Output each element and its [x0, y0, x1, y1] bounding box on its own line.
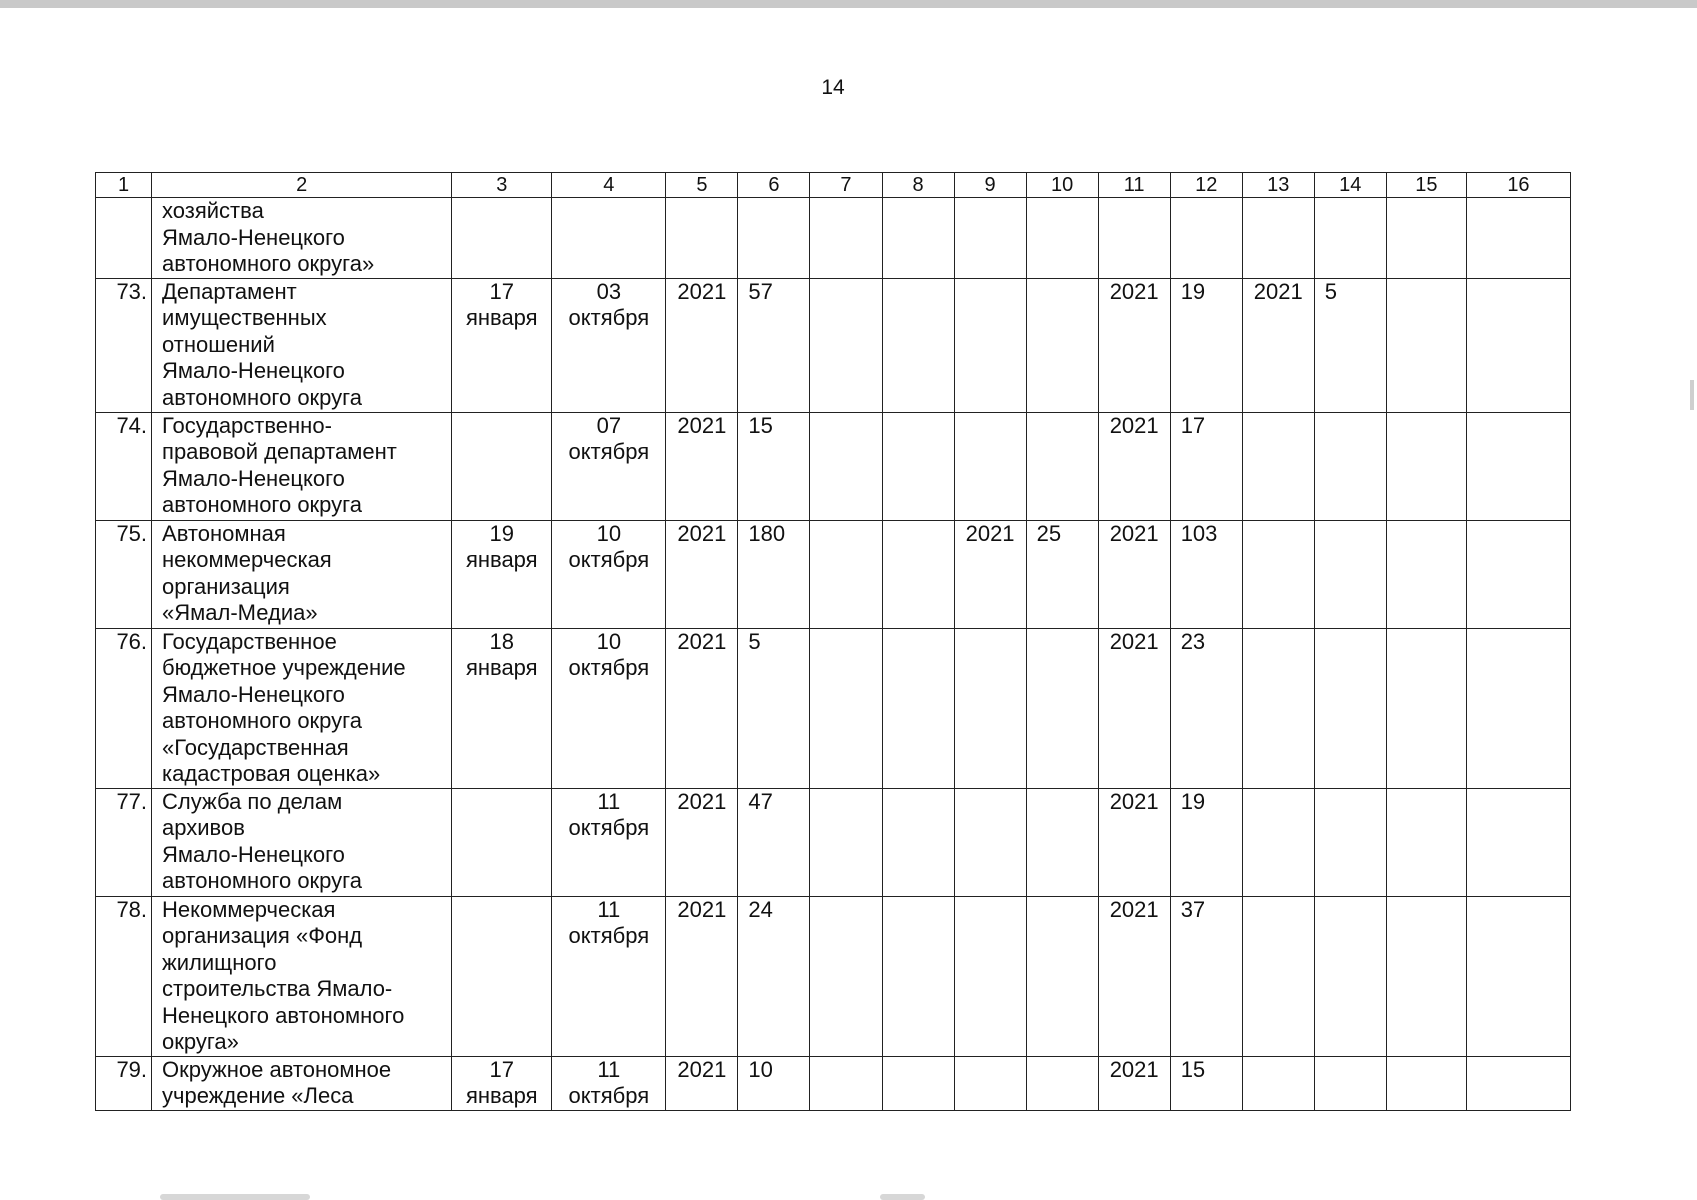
value-cell	[1026, 1056, 1098, 1110]
column-header: 10	[1026, 173, 1098, 198]
cell-line: октября	[568, 547, 650, 572]
value-cell	[882, 198, 954, 279]
value-cell	[1466, 198, 1570, 279]
value-cell	[1026, 198, 1098, 279]
cell-line: 11	[597, 1056, 621, 1082]
value-cell	[1386, 520, 1466, 628]
cell-line: хозяйства	[162, 198, 264, 223]
value-cell: 17	[1170, 412, 1242, 520]
value-cell	[1242, 1056, 1314, 1110]
column-header: 2	[152, 173, 452, 198]
value-cell	[666, 198, 738, 279]
column-header: 1	[96, 173, 152, 198]
cell-line: Некоммерческая	[162, 896, 336, 922]
column-header: 5	[666, 173, 738, 198]
organization-name-cell	[152, 520, 452, 628]
column-header: 11	[1098, 173, 1170, 198]
table-row	[96, 896, 1571, 1056]
value-cell: 57	[738, 278, 810, 412]
date-cell	[452, 1056, 552, 1110]
value-cell	[1466, 412, 1570, 520]
date-cell	[452, 628, 552, 788]
scan-edge-shadow	[160, 1194, 310, 1200]
cell-line: января	[465, 547, 538, 572]
column-header: 7	[810, 173, 882, 198]
value-cell	[810, 198, 882, 279]
row-number-cell: 76.	[96, 628, 152, 788]
value-cell	[1386, 896, 1466, 1056]
value-cell: 103	[1170, 520, 1242, 628]
organization-name-cell	[152, 628, 452, 788]
value-cell	[954, 412, 1026, 520]
value-cell	[1466, 278, 1570, 412]
cell-line: Ямало-Ненецкого	[162, 358, 345, 383]
value-cell	[954, 1056, 1026, 1110]
cell-line: Ненецкого автономного	[162, 1002, 405, 1028]
date-cell	[552, 896, 666, 1056]
row-number-cell: 77.	[96, 788, 152, 896]
table-row	[96, 1056, 1571, 1110]
value-cell	[810, 412, 882, 520]
cell-line: октября	[568, 439, 650, 464]
value-cell	[810, 520, 882, 628]
value-cell	[954, 628, 1026, 788]
value-cell: 2021	[666, 628, 738, 788]
cell-line: кадастровая оценка»	[162, 761, 381, 786]
scan-edge-shadow	[880, 1194, 925, 1200]
cell-line: учреждение «Леса	[162, 1083, 354, 1108]
organization-name-cell	[152, 788, 452, 896]
value-cell	[1466, 896, 1570, 1056]
value-cell	[1026, 628, 1098, 788]
cell-line: правовой департамент	[162, 439, 397, 464]
column-header: 16	[1466, 173, 1570, 198]
value-cell: 2021	[1098, 520, 1170, 628]
cell-line: 10	[596, 628, 622, 654]
value-cell	[1242, 628, 1314, 788]
cell-line: октября	[568, 815, 650, 840]
value-cell	[810, 896, 882, 1056]
value-cell: 5	[738, 628, 810, 788]
date-cell	[552, 1056, 666, 1110]
cell-line: строительства Ямало-	[162, 976, 393, 1001]
value-cell: 2021	[666, 278, 738, 412]
value-cell: 2021	[1098, 1056, 1170, 1110]
date-cell	[552, 412, 666, 520]
value-cell	[954, 788, 1026, 896]
value-cell: 2021	[1098, 788, 1170, 896]
table-row	[96, 520, 1571, 628]
cell-line: «Ямал-Медиа»	[162, 600, 318, 625]
cell-line: жилищного	[162, 949, 277, 975]
value-cell	[1026, 788, 1098, 896]
cell-line: 17	[489, 278, 514, 304]
column-header: 8	[882, 173, 954, 198]
cell-line: Автономная	[162, 520, 286, 546]
value-cell: 15	[1170, 1056, 1242, 1110]
cell-line: Окружное автономное	[162, 1056, 392, 1082]
cell-line: автономного округа»	[162, 251, 375, 276]
date-cell	[452, 896, 552, 1056]
cell-line: Департамент	[162, 278, 297, 304]
cell-line: 11	[597, 896, 621, 922]
date-cell	[552, 520, 666, 628]
value-cell: 2021	[954, 520, 1026, 628]
value-cell	[1466, 1056, 1570, 1110]
cell-line: отношений	[162, 331, 275, 357]
value-cell	[810, 278, 882, 412]
column-header: 9	[954, 173, 1026, 198]
value-cell: 2021	[666, 412, 738, 520]
cell-line: Ямало-Ненецкого	[162, 681, 345, 707]
row-number-cell	[96, 198, 152, 279]
table-row	[96, 788, 1571, 896]
value-cell: 23	[1170, 628, 1242, 788]
value-cell	[882, 788, 954, 896]
cell-line: Государственное	[162, 628, 337, 654]
value-cell	[1026, 896, 1098, 1056]
value-cell	[1314, 788, 1386, 896]
value-cell	[1314, 628, 1386, 788]
value-cell: 2021	[666, 1056, 738, 1110]
value-cell	[1242, 198, 1314, 279]
value-cell	[1242, 788, 1314, 896]
value-cell	[1386, 198, 1466, 279]
value-cell	[1314, 198, 1386, 279]
value-cell	[1098, 198, 1170, 279]
value-cell: 2021	[666, 520, 738, 628]
date-cell	[452, 788, 552, 896]
column-header: 6	[738, 173, 810, 198]
value-cell: 2021	[666, 788, 738, 896]
value-cell	[1026, 278, 1098, 412]
value-cell	[810, 788, 882, 896]
value-cell	[882, 628, 954, 788]
value-cell	[1386, 412, 1466, 520]
cell-line: 10	[596, 520, 622, 546]
scan-edge-mark	[1690, 380, 1694, 410]
cell-line: января	[465, 655, 538, 680]
cell-line: автономного округа	[162, 708, 362, 733]
cell-line: некоммерческая	[162, 547, 332, 572]
row-number-cell: 78.	[96, 896, 152, 1056]
value-cell	[954, 278, 1026, 412]
cell-line: 03	[596, 278, 622, 304]
scan-top-band	[0, 0, 1697, 8]
value-cell	[738, 198, 810, 279]
table-body	[96, 173, 1571, 1111]
cell-line: октября	[568, 1083, 650, 1108]
value-cell	[882, 1056, 954, 1110]
date-cell	[452, 278, 552, 412]
column-header: 4	[552, 173, 666, 198]
cell-line: бюджетное учреждение	[162, 655, 406, 680]
date-cell	[552, 788, 666, 896]
value-cell	[1386, 278, 1466, 412]
cell-line: имущественных	[162, 305, 327, 330]
value-cell	[1242, 412, 1314, 520]
column-header: 12	[1170, 173, 1242, 198]
table-row	[96, 278, 1571, 412]
value-cell	[1314, 1056, 1386, 1110]
cell-line: автономного округа	[162, 492, 362, 517]
date-cell	[452, 520, 552, 628]
value-cell	[1242, 520, 1314, 628]
cell-line: 17	[489, 1056, 514, 1082]
value-cell: 19	[1170, 788, 1242, 896]
cell-line: округа»	[162, 1029, 239, 1054]
value-cell	[1466, 628, 1570, 788]
value-cell: 2021	[1242, 278, 1314, 412]
date-cell	[452, 198, 552, 279]
organization-name-cell	[152, 278, 452, 412]
table-row	[96, 628, 1571, 788]
value-cell	[1466, 788, 1570, 896]
value-cell: 2021	[666, 896, 738, 1056]
cell-line: Ямало-Ненецкого	[162, 224, 345, 250]
value-cell: 180	[738, 520, 810, 628]
cell-line: Государственно-	[162, 412, 332, 438]
cell-line: 11	[597, 788, 621, 814]
cell-line: Ямало-Ненецкого	[162, 465, 345, 491]
row-number-cell: 79.	[96, 1056, 152, 1110]
table-row	[96, 412, 1571, 520]
value-cell	[882, 412, 954, 520]
value-cell	[1314, 412, 1386, 520]
organization-name-cell	[152, 896, 452, 1056]
value-cell: 47	[738, 788, 810, 896]
value-cell: 2021	[1098, 278, 1170, 412]
table-header-row	[96, 173, 1571, 198]
value-cell	[1386, 1056, 1466, 1110]
row-number-cell: 75.	[96, 520, 152, 628]
cell-line: 18	[489, 628, 514, 654]
cell-line: автономного округа	[162, 868, 362, 893]
cell-line: Служба по делам	[162, 788, 343, 814]
value-cell	[1026, 412, 1098, 520]
row-number-cell: 74.	[96, 412, 152, 520]
value-cell: 19	[1170, 278, 1242, 412]
organization-name-cell	[152, 1056, 452, 1110]
cell-line: января	[465, 305, 538, 330]
table-row	[96, 198, 1571, 279]
organization-name-cell	[152, 412, 452, 520]
value-cell	[1386, 628, 1466, 788]
cell-line: октября	[568, 305, 650, 330]
value-cell: 2021	[1098, 628, 1170, 788]
date-cell	[452, 412, 552, 520]
value-cell: 2021	[1098, 896, 1170, 1056]
cell-line: организация	[162, 573, 290, 599]
column-header: 13	[1242, 173, 1314, 198]
cell-line: 07	[596, 412, 622, 438]
cell-line: октября	[568, 923, 650, 948]
organization-name-cell	[152, 198, 452, 279]
value-cell	[954, 896, 1026, 1056]
value-cell: 2021	[1098, 412, 1170, 520]
cell-line: 19	[489, 520, 514, 546]
cell-line: организация «Фонд	[162, 923, 363, 948]
value-cell	[810, 1056, 882, 1110]
value-cell: 24	[738, 896, 810, 1056]
value-cell	[1242, 896, 1314, 1056]
report-table	[95, 172, 1571, 1111]
date-cell	[552, 278, 666, 412]
value-cell	[954, 198, 1026, 279]
cell-line: архивов	[162, 815, 245, 840]
date-cell	[552, 198, 666, 279]
page-number: 14	[821, 76, 845, 99]
value-cell: 25	[1026, 520, 1098, 628]
value-cell	[810, 628, 882, 788]
value-cell	[1466, 520, 1570, 628]
row-number-cell: 73.	[96, 278, 152, 412]
cell-line: октября	[568, 655, 650, 680]
value-cell	[1314, 896, 1386, 1056]
cell-line: января	[465, 1083, 538, 1108]
value-cell	[1170, 198, 1242, 279]
value-cell	[882, 896, 954, 1056]
cell-line: «Государственная	[162, 734, 349, 760]
value-cell	[1386, 788, 1466, 896]
value-cell: 5	[1314, 278, 1386, 412]
column-header: 3	[452, 173, 552, 198]
value-cell: 10	[738, 1056, 810, 1110]
value-cell: 37	[1170, 896, 1242, 1056]
date-cell	[552, 628, 666, 788]
value-cell: 15	[738, 412, 810, 520]
value-cell	[882, 520, 954, 628]
cell-line: Ямало-Ненецкого	[162, 841, 345, 867]
value-cell	[882, 278, 954, 412]
column-header: 15	[1386, 173, 1466, 198]
value-cell	[1314, 520, 1386, 628]
cell-line: автономного округа	[162, 384, 362, 410]
column-header: 14	[1314, 173, 1386, 198]
